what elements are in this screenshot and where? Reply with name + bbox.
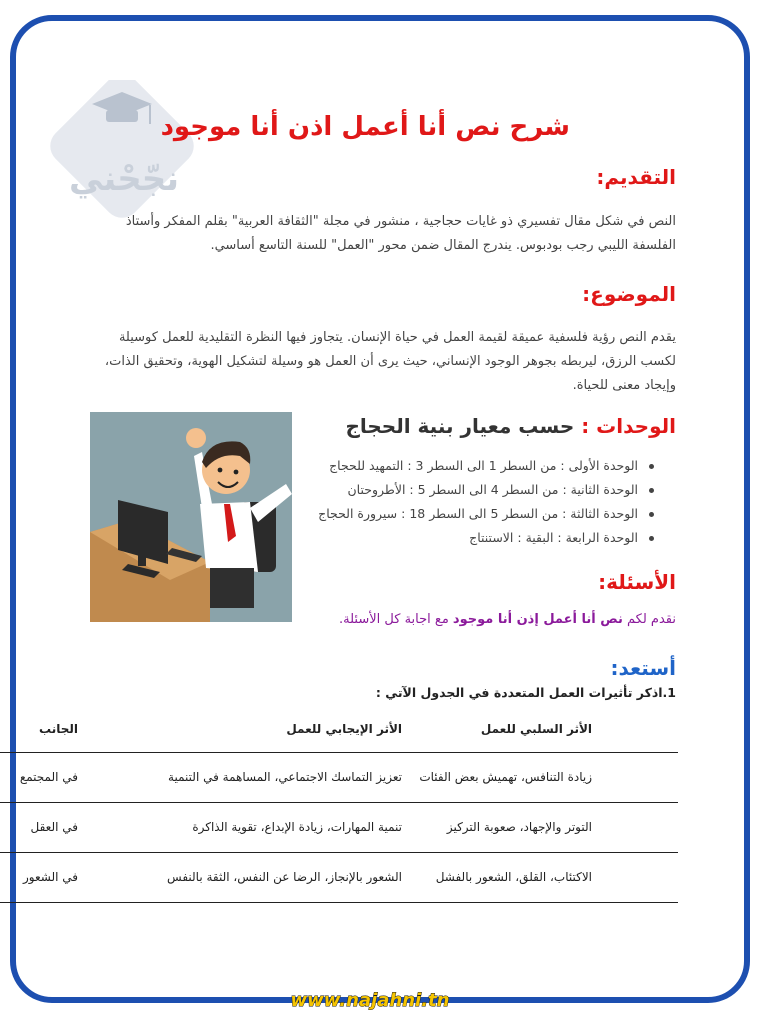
bullet-icon bbox=[649, 536, 654, 541]
intro-text: النص في شكل مقال تفسيري ذو غايات حجاجية ، منشور في مجلة "الثقافة العربية" بقلم المفكر وأستاذ الفلسفة الليبي رجب بودبوس. يندرج المقال ضمن محور "العمل" للسنة التاسع أساسي. bbox=[125, 214, 676, 253]
table-header-negative: الأثر السلبي للعمل bbox=[480, 722, 592, 736]
units-list bbox=[318, 454, 658, 550]
list-item: الوحدة الأولى : من السطر 1 الى السطر 3 : التمهيد للحجاج bbox=[318, 454, 658, 478]
bullet-icon bbox=[649, 488, 654, 493]
table-row bbox=[0, 852, 678, 903]
table-cell-negative: زيادة التنافس، تهميش بعض الفئات bbox=[419, 770, 592, 784]
list-item: الوحدة الثالثة : من السطر 5 الى السطر 18 : سيرورة الحجاج bbox=[318, 502, 658, 526]
table-cell-aspect: في العقل bbox=[30, 820, 78, 834]
list-item: الوحدة الثانية : من السطر 4 الى السطر 5 : الأطروحتان bbox=[318, 478, 658, 502]
bullet-icon bbox=[649, 512, 654, 517]
prepare-heading: أستعد: bbox=[610, 656, 676, 680]
units-heading-rest: حسب معيار بنية الحجاج bbox=[345, 414, 582, 438]
table-header-aspect: الجانب bbox=[39, 722, 78, 736]
logo-text: نجّحْني bbox=[68, 159, 180, 199]
footer-url-text: www.najahni.tn bbox=[290, 990, 450, 1011]
questions-heading: الأسئلة: bbox=[598, 570, 676, 594]
prepare-task: 1.اذكر تأثيرات العمل المتعددة في الجدول الآتي : bbox=[375, 685, 676, 700]
page-title: شرح نص أنا أعمل اذن أنا موجود bbox=[160, 112, 570, 142]
list-item: الوحدة الرابعة : البقية : الاستنتاج bbox=[318, 526, 658, 550]
table-header-positive: الأثر الإيجابي للعمل bbox=[286, 722, 402, 736]
units-heading bbox=[345, 414, 676, 438]
bullet-icon bbox=[649, 464, 654, 469]
table-row bbox=[0, 752, 678, 803]
table-cell-aspect: في المجتمع bbox=[19, 770, 78, 784]
units-heading-label: الوحدات : bbox=[581, 414, 676, 438]
table-cell-positive: الشعور بالإنجاز، الرضا عن النفس، الثقة بالنفس bbox=[167, 870, 402, 884]
topic-text: يقدم النص رؤية فلسفية عميقة لقيمة العمل في حياة الإنسان. يتجاوز فيها النظرة التقليدية للعمل كوسيلة لكسب الرزق، ليربطه بجوهر الوجود الإنساني، حيث يرى أن العمل هو وسيلة لتشكيل الهوية، وتحقيق الذات، وإيجاد معنى للحياة. bbox=[104, 330, 676, 393]
table-cell-negative: التوتر والإجهاد، صعوبة التركيز bbox=[446, 820, 592, 834]
table-cell-negative: الاكتئاب، القلق، الشعور بالفشل bbox=[435, 870, 592, 884]
table-cell-positive: تنمية المهارات، زيادة الإبداع، تقوية الذاكرة bbox=[192, 820, 402, 834]
topic-heading: الموضوع: bbox=[582, 282, 676, 306]
table-header-row bbox=[0, 712, 678, 753]
table-row bbox=[0, 802, 678, 853]
footer-url[interactable] bbox=[270, 982, 470, 1016]
questions-text: نقدم لكم نص أنا أعمل إذن أنا موجود مع اجابة كل الأسئلة. bbox=[339, 612, 676, 627]
questions-text-link: نص أنا أعمل إذن أنا موجود bbox=[452, 612, 623, 627]
najahni-logo bbox=[32, 80, 212, 228]
table-cell-positive: تعزيز التماسك الاجتماعي، المساهمة في التنمية bbox=[168, 770, 402, 784]
table-cell-aspect: في الشعور bbox=[22, 870, 78, 884]
office-worker-illustration bbox=[90, 412, 292, 622]
intro-heading: التقديم: bbox=[596, 165, 676, 189]
